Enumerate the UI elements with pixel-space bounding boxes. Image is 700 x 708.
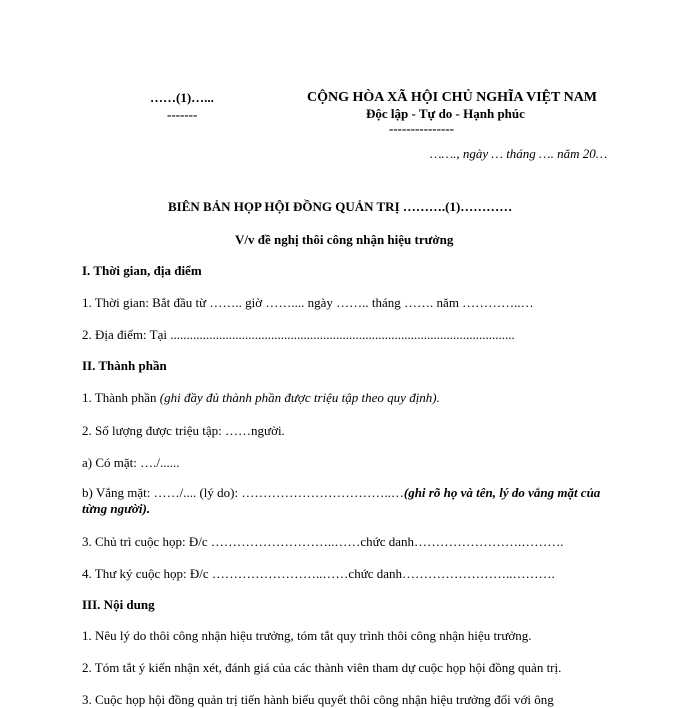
item-chairperson: 3. Chủ trì cuộc họp: Đ/c ………………………..……chức danh…………………….………. bbox=[82, 534, 564, 549]
section-heading-content: III. Nội dung bbox=[82, 597, 155, 612]
organization-underline: ------- bbox=[167, 107, 198, 122]
item-absent-note: (ghi rõ họ và tên, lý do vắng mặt của từng người). bbox=[82, 485, 601, 516]
document-title: BIÊN BẢN HỌP HỘI ĐỒNG QUẢN TRỊ ……….(1)………… bbox=[168, 199, 513, 214]
item-absent bbox=[82, 485, 618, 517]
content-item-vote: 3. Cuộc họp hội đồng quản trị tiến hành biểu quyết thôi công nhận hiệu trưởng đối với ông bbox=[82, 692, 554, 707]
national-motto: Độc lập - Tự do - Hạnh phúc bbox=[366, 106, 525, 121]
item-invited-count: 2. Số lượng được triệu tập: ……người. bbox=[82, 423, 285, 438]
item-time: 1. Thời gian: Bắt đầu từ …….. giờ …….... ngày …….. tháng ……. năm …………..… bbox=[82, 295, 534, 310]
item-participants-note: (ghi đầy đủ thành phần được triệu tập theo quy định). bbox=[159, 390, 440, 405]
item-absent-label: b) Vắng mặt: ……/.... (lý do): ……………………………..… bbox=[82, 485, 404, 500]
document-subject: V/v đề nghị thôi công nhận hiệu trưởng bbox=[235, 232, 454, 247]
item-participants-label: 1. Thành phần bbox=[82, 390, 160, 405]
content-item-opinions: 2. Tóm tắt ý kiến nhận xét, đánh giá của các thành viên tham dự cuộc họp hội đồng quản trị. bbox=[82, 660, 562, 675]
section-heading-time-place: I. Thời gian, địa điểm bbox=[82, 263, 202, 278]
motto-underline: --------------- bbox=[389, 121, 454, 136]
item-secretary: 4. Thư ký cuộc họp: Đ/c ……………………..……chức danh……………………..………. bbox=[82, 566, 555, 581]
organization-placeholder: ……(1)…... bbox=[150, 90, 214, 105]
date-line: ……., ngày … tháng …. năm 20… bbox=[430, 146, 608, 161]
national-title: CỘNG HÒA XÃ HỘI CHỦ NGHĨA VIỆT NAM bbox=[307, 90, 598, 105]
item-place: 2. Địa điểm: Tại .......................................................................................................... bbox=[82, 327, 515, 342]
section-heading-participants: II. Thành phần bbox=[82, 358, 167, 373]
item-present: a) Có mặt: …./...... bbox=[82, 455, 180, 470]
item-participants bbox=[82, 390, 440, 406]
content-item-reason: 1. Nêu lý do thôi công nhận hiệu trưởng, tóm tắt quy trình thôi công nhận hiệu trưởng. bbox=[82, 628, 532, 643]
